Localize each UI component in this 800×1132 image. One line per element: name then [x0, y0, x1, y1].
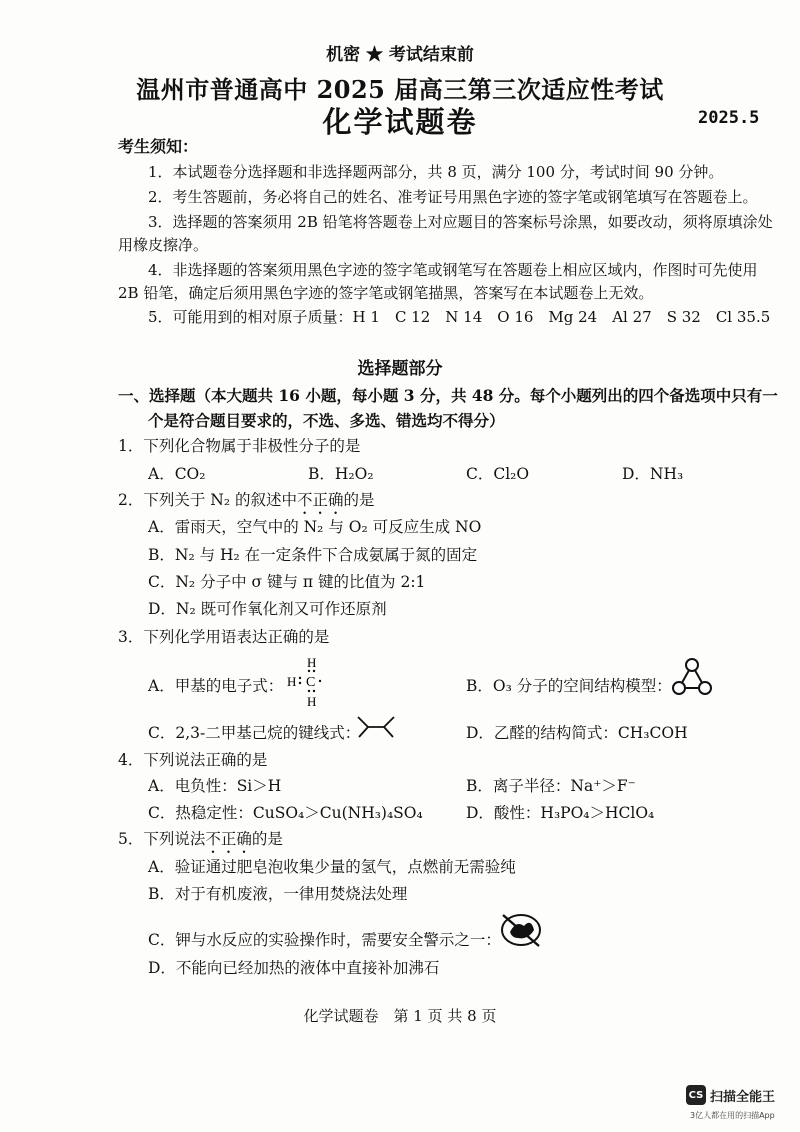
electron-dot — [313, 670, 315, 672]
q2-option-b: B．N₂ 与 H₂ 在一定条件下合成氨属于氮的固定 — [148, 546, 478, 564]
skeletal-formula-icon — [356, 714, 396, 740]
exam-title: 温州市普通高中 2025 届高三第三次适应性考试 — [136, 75, 664, 104]
exam-date: 2025.5 — [698, 108, 760, 128]
camscanner-logo: CS — [686, 1085, 706, 1105]
q4-option-d: D．酸性：H₃PO₄＞HClO₄ — [466, 804, 655, 822]
q4-option-c: C．热稳定性：CuSO₄＞Cu(NH₃)₄SO₄ — [148, 804, 423, 822]
q5-option-c: C．钾与水反应的实验操作时，需要安全警示之一： — [148, 931, 501, 949]
q5-option-a: A．验证通过肥皂泡收集少量的氢气，点燃前无需验纯 — [148, 858, 516, 876]
electron-dot — [299, 682, 301, 684]
notice-line: 2B 铅笔，确定后须用黑色字迹的签字笔或钢笔描黑，答案写在本试题卷上无效。 — [118, 284, 654, 302]
formula-h-left: H — [287, 674, 297, 689]
page-footer: 化学试题卷 第 1 页 共 8 页 — [303, 1007, 497, 1025]
notice-heading: 考生须知： — [118, 137, 199, 156]
safety-warning-icon — [498, 910, 544, 950]
notice-line: 3．选择题的答案须用 2B 铅笔将答题卷上对应题目的答案标号涂黑，如要改动，须将原填涂处 — [148, 213, 773, 231]
q5-stem-post: 的是 — [251, 830, 283, 848]
camscanner-name: 扫描全能王 — [710, 1090, 776, 1105]
section-title: 选择题部分 — [357, 359, 443, 379]
notice-line: 4．非选择题的答案须用黑色字迹的签字笔或钢笔写在答题卷上相应区域内，作图时可先使用 — [148, 261, 758, 279]
q2-option-c: C．N₂ 分子中 σ 键与 π 键的比值为 2:1 — [148, 573, 426, 591]
q5-option-d: D．不能向已经加热的液体中直接补加沸石 — [148, 959, 440, 977]
section-intro: 一、选择题（本大题共 16 小题，每小题 3 分，共 48 分。每个小题列出的四个备选项中只有一 — [118, 386, 778, 405]
q1-option-b: B．H₂O₂ — [308, 465, 374, 483]
q1-option-d: D．NH₃ — [622, 465, 684, 483]
q5-stem — [118, 827, 283, 857]
q5-option-b: B．对于有机废液，一律用焚烧法处理 — [148, 885, 408, 903]
formula-h-top: H — [307, 655, 317, 670]
section-intro-cont: 个是符合题目要求的，不选、多选、错选均不得分） — [148, 411, 505, 430]
formula-c: C — [306, 675, 316, 690]
camscanner-tagline: 3亿人都在用的扫描App — [690, 1111, 775, 1120]
notice-line: 1．本试题卷分选择题和非选择题两部分，共 8 页，满分 100 分，考试时间 90 分钟。 — [148, 163, 724, 181]
q4-option-a: A．电负性：Si＞H — [148, 777, 282, 795]
q2-stem-post: 的是 — [343, 491, 375, 509]
methyl-electron-formula — [283, 654, 327, 708]
electron-dot — [308, 670, 310, 672]
electron-dot — [308, 690, 310, 692]
q2-option-d: D．N₂ 既可作氧化剂又可作还原剂 — [148, 600, 387, 618]
q3-option-b: B．O₃ 分子的空间结构模型： — [466, 677, 672, 695]
notice-line: 2．考生答题前，务必将自己的姓名、准考证号用黑色字迹的签字笔或钢笔填写在答题卷上。 — [148, 188, 758, 206]
paper-title: 化学试题卷 — [322, 105, 478, 139]
ozone-model-icon — [670, 656, 714, 698]
q1-stem: 1．下列化合物属于非极性分子的是 — [118, 437, 361, 455]
q4-option-b: B．离子半径：Na⁺＞F⁻ — [466, 777, 636, 795]
confidential-label: 机密 ★ 考试结束前 — [326, 45, 474, 65]
formula-h-bottom: H — [307, 694, 317, 708]
q5-stem-pre: 5．下列说法 — [118, 830, 206, 848]
q1-option-c: C．Cl₂O — [466, 465, 530, 483]
q4-stem: 4．下列说法正确的是 — [118, 751, 268, 769]
q2-stem-pre: 2．下列关于 N₂ 的叙述中 — [118, 491, 297, 509]
q3-stem: 3．下列化学用语表达正确的是 — [118, 628, 330, 646]
notice-line: 用橡皮擦净。 — [118, 236, 209, 254]
q2-stem — [118, 488, 375, 518]
q5-stem-emphasis: 不正确 — [205, 830, 252, 848]
q1-option-a: A．CO₂ — [148, 465, 206, 483]
q2-option-a: A．雷雨天，空气中的 N₂ 与 O₂ 可反应生成 NO — [148, 518, 482, 536]
electron-dot — [313, 690, 315, 692]
electron-dot — [299, 677, 301, 679]
q3-option-a: A．甲基的电子式： — [148, 677, 284, 695]
q2-stem-emphasis: 不正确 — [297, 491, 344, 509]
q3-option-d: D．乙醛的结构简式：CH₃COH — [466, 724, 688, 742]
q3-option-c: C．2,3-二甲基己烷的键线式： — [148, 724, 361, 742]
electron-dot — [319, 680, 321, 682]
notice-line: 5．可能用到的相对原子质量：H 1 C 12 N 14 O 16 Mg 24 Al 27 S 32 Cl 35.5 — [148, 308, 771, 326]
